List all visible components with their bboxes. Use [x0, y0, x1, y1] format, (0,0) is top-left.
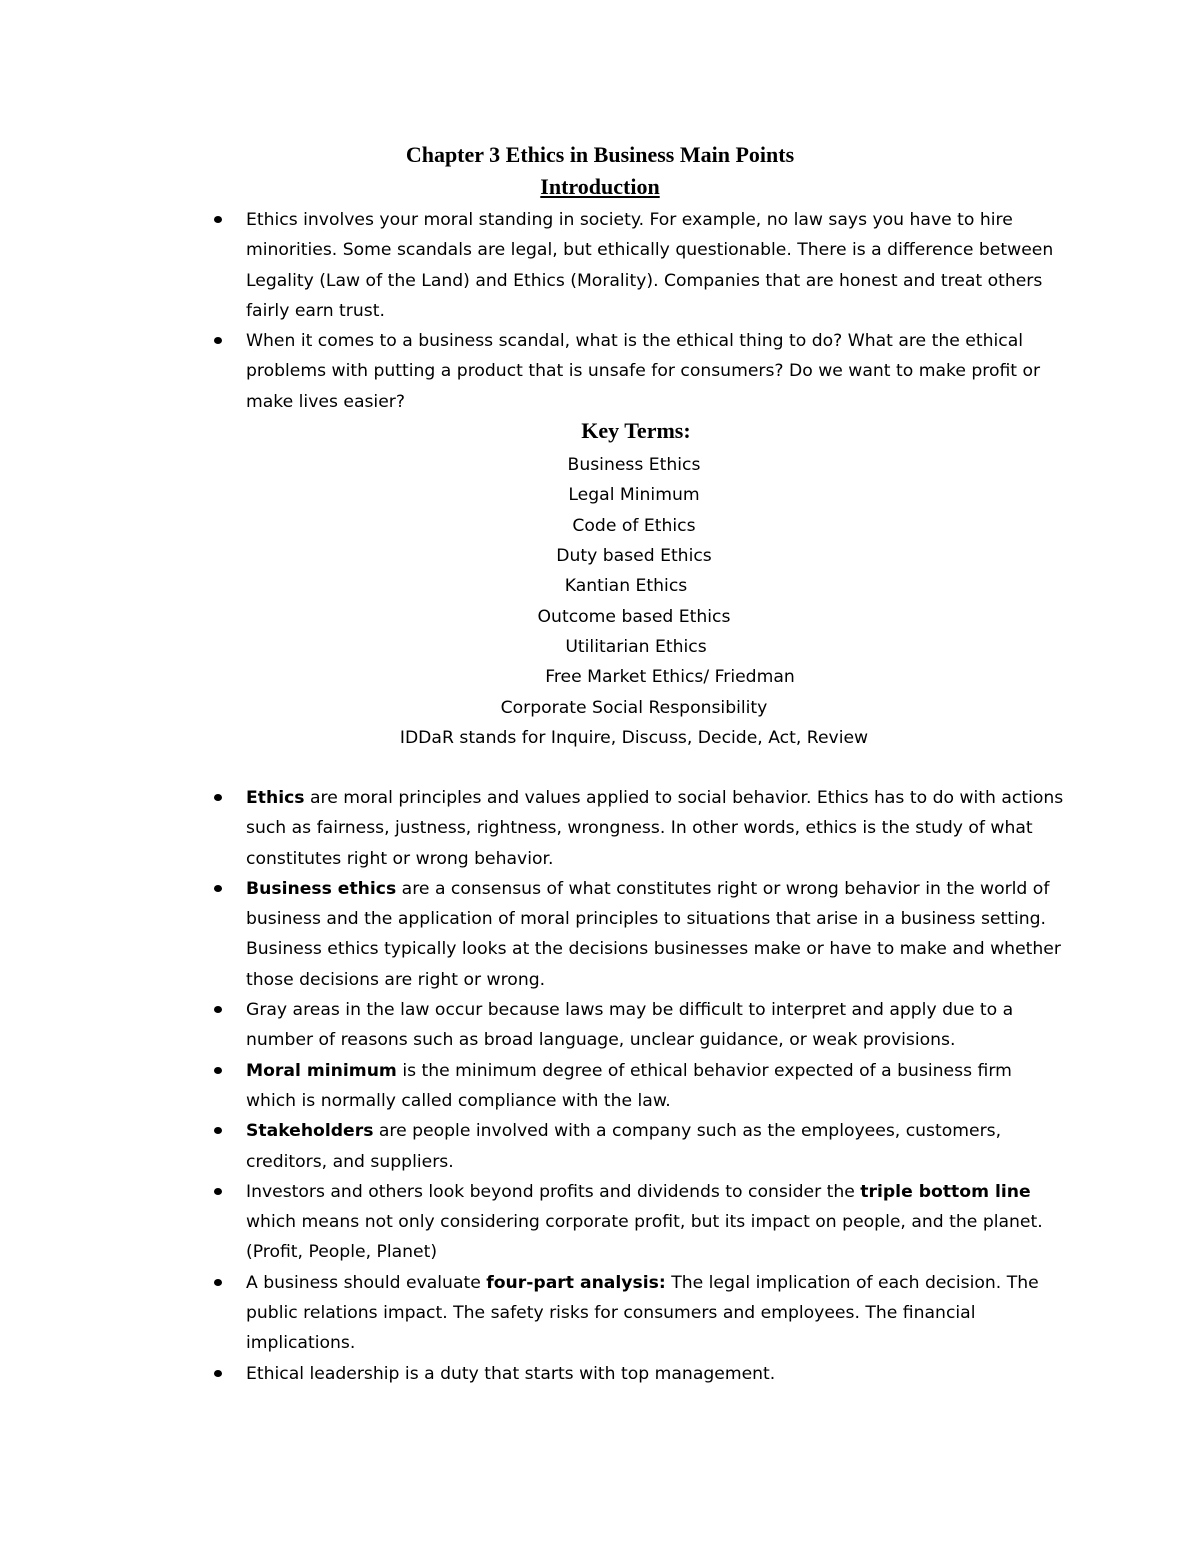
bullet-icon	[214, 216, 222, 223]
list-item: Investors and others look beyond profits and dividends to consider the triple bottom line which means not only considering corporate profit, but its impact on people, and the planet. (Profit, People, Planet)	[246, 1177, 1066, 1268]
bullet-icon	[214, 885, 222, 892]
key-term: Legal Minimum	[568, 485, 700, 505]
section-heading-introduction: Introduction	[540, 174, 660, 199]
bullet-icon	[214, 794, 222, 801]
bullet-icon	[214, 1279, 222, 1286]
key-term: Kantian Ethics	[564, 576, 688, 596]
key-term: Corporate Social Responsibility	[500, 698, 768, 718]
key-term: Business Ethics	[567, 455, 701, 475]
definitions-bullet-list	[246, 783, 1066, 1389]
bullet-icon	[214, 337, 222, 344]
defined-term: Moral minimum	[246, 1060, 397, 1081]
list-item: Moral minimum is the minimum degree of ethical behavior expected of a business firm which is normally called compliance with the law.	[246, 1056, 1066, 1117]
bullet-icon	[214, 1188, 222, 1195]
key-term: Free Market Ethics/ Friedman	[545, 667, 795, 687]
bullet-icon	[214, 1006, 222, 1013]
key-term: IDDaR stands for Inquire, Discuss, Decide, Act, Review	[399, 728, 869, 748]
bullet-icon	[214, 1067, 222, 1074]
key-term: Code of Ethics	[572, 516, 696, 536]
bullet-icon	[214, 1370, 222, 1377]
defined-term: triple bottom line	[860, 1181, 1031, 1202]
defined-term: four-part analysis:	[486, 1272, 666, 1293]
key-term: Utilitarian Ethics	[565, 637, 707, 657]
key-terms-heading: Key Terms:	[581, 418, 691, 443]
defined-term: Stakeholders	[246, 1121, 374, 1142]
key-term: Outcome based Ethics	[537, 607, 731, 627]
defined-term: Ethics	[246, 788, 305, 808]
bullet-icon	[214, 1127, 222, 1134]
key-term: Duty based Ethics	[556, 546, 712, 566]
list-item: Ethics are moral principles and values applied to social behavior. Ethics has to do with actions such as fairness, justness, rightness, wrongness. In other words, ethics is the study of what constitutes right or wrong behavior.	[246, 783, 1066, 874]
list-item: Business ethics are a consensus of what constitutes right or wrong behavior in the world of business and the application of moral principles to situations that arise in a business setting. Business ethics typically looks at the decisions businesses make or have to make and whether those decisions are right or wrong.	[246, 874, 1066, 995]
defined-term: Business ethics	[246, 878, 397, 899]
list-item: Stakeholders are people involved with a company such as the employees, customers, creditors, and suppliers.	[246, 1116, 1066, 1177]
list-item: Gray areas in the law occur because laws may be difficult to interpret and apply due to a number of reasons such as broad language, unclear guidance, or weak provisions.	[246, 995, 1066, 1056]
list-item: Ethical leadership is a duty that starts with top management.	[246, 1359, 1066, 1389]
list-item: When it comes to a business scandal, what is the ethical thing to do? What are the ethical problems with putting a product that is unsafe for consumers? Do we want to make profit or make lives easier?	[246, 326, 1066, 417]
document-title: Chapter 3 Ethics in Business Main Points	[405, 142, 795, 167]
list-item: Ethics involves your moral standing in society. For example, no law says you have to hire minorities. Some scandals are legal, but ethically questionable. There is a difference between Legality (Law of the Land) and Ethics (Morality). Companies that are honest and treat others fairly earn trust.	[246, 205, 1066, 326]
list-item: A business should evaluate four-part analysis: The legal implication of each decision. The public relations impact. The safety risks for consumers and employees. The financial implications.	[246, 1268, 1066, 1359]
intro-bullet-list	[246, 205, 1066, 417]
